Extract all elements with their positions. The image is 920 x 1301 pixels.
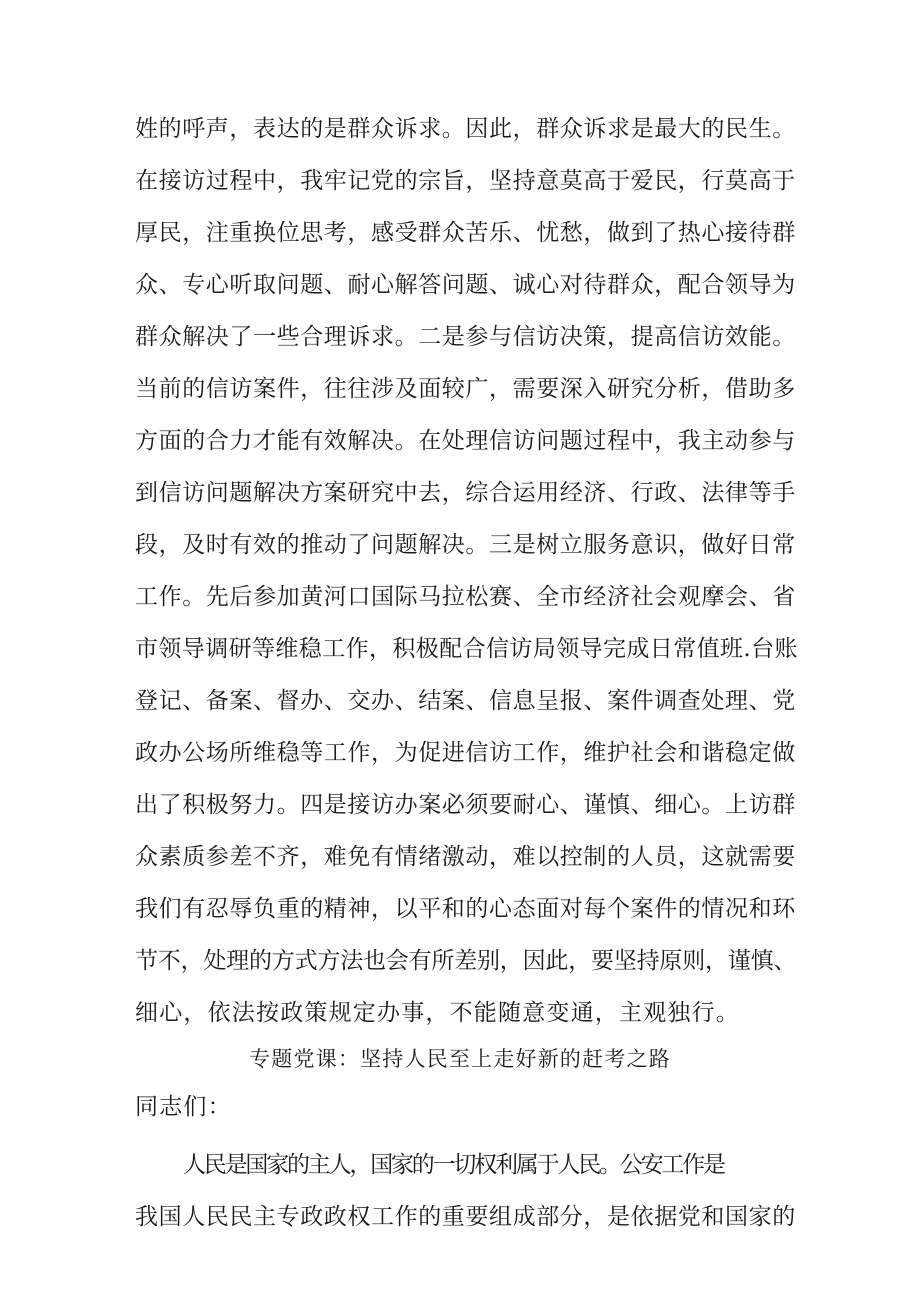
paragraph-line: 人民是国家的主人，国家的一切权利属于人民。公安工作是 xyxy=(183,1152,724,1178)
body-line: 姓的呼声，表达的是群众诉求。因此，群众诉求是最大的民生。 xyxy=(135,116,796,142)
salutation: 同志们： xyxy=(135,1094,232,1120)
body-line: 工作。先后参加黄河口国际马拉松赛、全市经济社会观摩会、省 xyxy=(135,584,796,610)
body-line: 在接访过程中，我牢记党的宗旨，坚持意莫高于爱民，行莫高于 xyxy=(135,168,796,194)
body-line: 厚民，注重换位思考，感受群众苦乐、忧愁，做到了热心接待群 xyxy=(135,220,796,246)
body-line: 当前的信访案件，往往涉及面较广，需要深入研究分析，借助多 xyxy=(135,376,796,402)
body-line: 众、专心听取问题、耐心解答问题、诚心对待群众，配合领导为 xyxy=(135,272,796,298)
body-line: 群众解决了一些合理诉求。二是参与信访决策，提高信访效能。 xyxy=(135,324,796,350)
paragraph-line: 我国人民民主专政政权工作的重要组成部分，是依据党和国家的 xyxy=(135,1204,796,1230)
body-line: 众素质参差不齐，难免有情绪激动，难以控制的人员，这就需要 xyxy=(135,844,796,870)
body-line: 到信访问题解决方案研究中去，综合运用经济、行政、法律等手 xyxy=(135,480,796,506)
body-line: 登记、备案、督办、交办、结案、信息呈报、案件调查处理、党 xyxy=(135,688,796,714)
body-line: 方面的合力才能有效解决。在处理信访问题过程中，我主动参与 xyxy=(135,428,796,454)
body-line: 出了积极努力。四是接访办案必须要耐心、谨慎、细心。上访群 xyxy=(135,792,796,818)
body-line: 政办公场所维稳等工作，为促进信访工作，维护社会和谐稳定做 xyxy=(135,740,796,766)
body-line: 细心，依法按政策规定办事，不能随意变通，主观独行。 xyxy=(135,1000,740,1026)
section-heading: 专题党课：坚持人民至上走好新的赶考之路 xyxy=(249,1047,671,1071)
body-line: 市领导调研等维稳工作，积极配合信访局领导完成日常值班.台账 xyxy=(135,636,798,662)
body-line: 节不，处理的方式方法也会有所差别，因此，要坚持原则，谨慎、 xyxy=(135,948,797,974)
body-line: 我们有忍辱负重的精神，以平和的心态面对每个案件的情况和环 xyxy=(135,896,796,922)
body-line: 段，及时有效的推动了问题解决。三是树立服务意识，做好日常 xyxy=(135,532,796,558)
